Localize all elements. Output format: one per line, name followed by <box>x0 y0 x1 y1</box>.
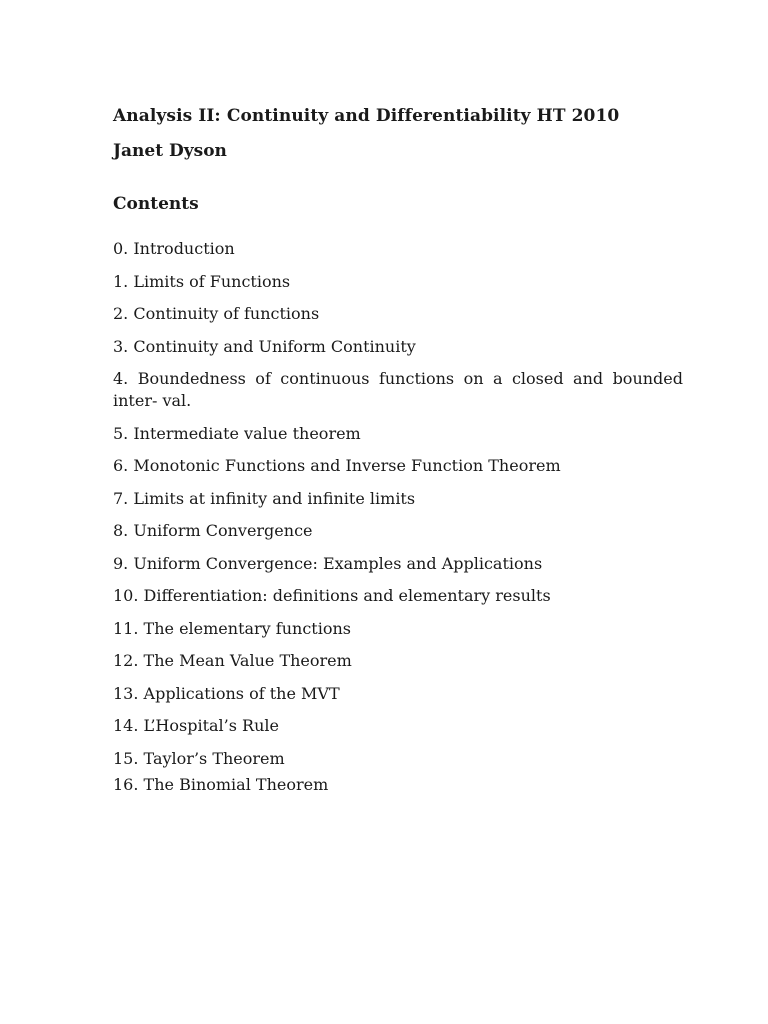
document-author: Janet Dyson <box>113 141 227 161</box>
table-of-contents <box>113 238 683 796</box>
toc-item-6: 6. Monotonic Functions and Inverse Function Theorem <box>113 456 561 475</box>
toc-item-16: 16. The Binomial Theorem <box>113 774 329 794</box>
toc-item-14: 14. L’Hospital’s Rule <box>113 716 279 735</box>
document-page <box>113 104 683 806</box>
toc-item-0: 0. Introduction <box>113 239 235 258</box>
toc-item-1: 1. Limits of Functions <box>113 271 291 291</box>
toc-item-4: 4. Boundedness of continuous functions on a closed and bounded inter- val. <box>113 369 683 410</box>
toc-item-8: 8. Uniform Convergence <box>113 521 313 540</box>
toc-item-7: 7. Limits at infinity and infinite limits <box>113 488 416 508</box>
toc-item-3: 3. Continuity and Uniform Continuity <box>113 336 416 356</box>
toc-item-13: 13. Applications of the MVT <box>113 683 340 703</box>
toc-item-11: 11. The elementary functions <box>113 618 351 638</box>
toc-item-15: 15. Taylor’s Theorem <box>113 748 285 768</box>
toc-item-9: 9. Uniform Convergence: Examples and Applications <box>113 553 543 573</box>
document-title: Analysis II: Continuity and Differentiability HT 2010 <box>113 106 620 126</box>
toc-item-5: 5. Intermediate value theorem <box>113 423 361 443</box>
toc-item-12: 12. The Mean Value Theorem <box>113 651 352 670</box>
toc-item-2: 2. Continuity of functions <box>113 304 320 323</box>
contents-heading: Contents <box>113 194 199 214</box>
toc-item-10: 10. Differentiation: definitions and elementary results <box>113 586 551 605</box>
